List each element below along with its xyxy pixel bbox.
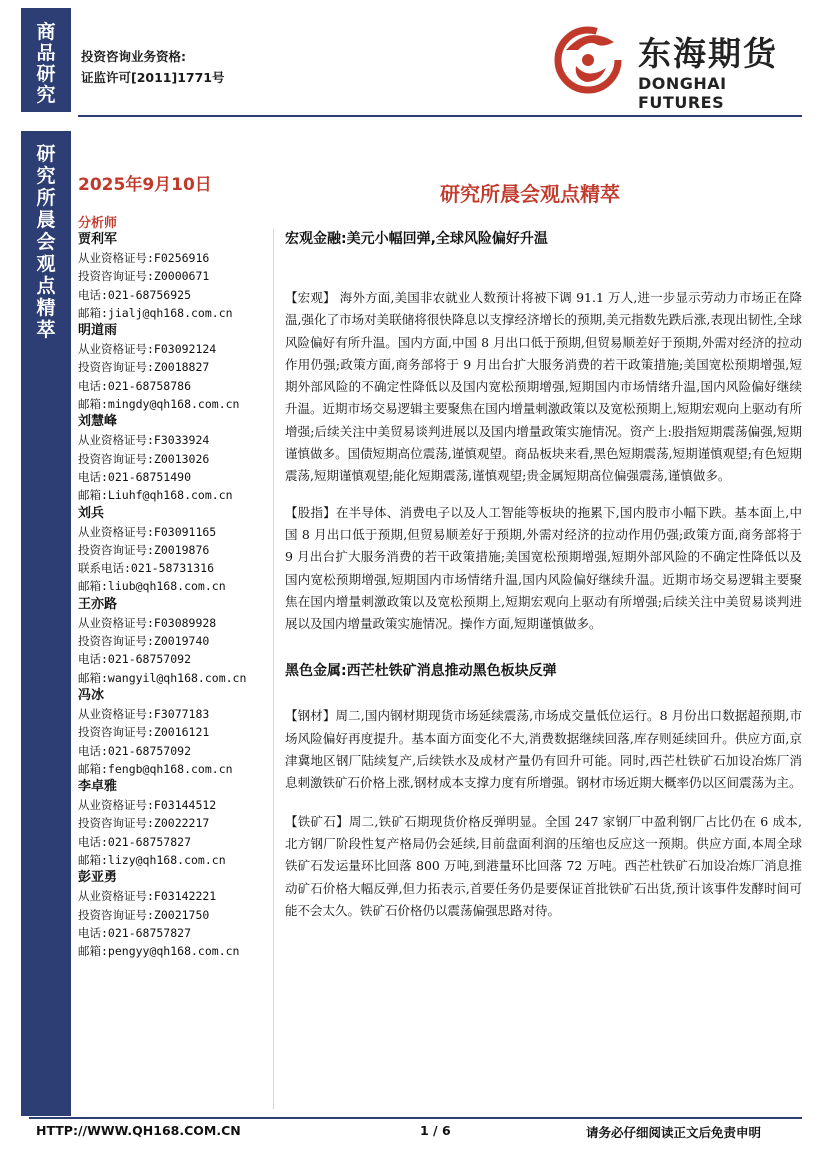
analyst-entry bbox=[78, 505, 268, 596]
analyst-detail: 从业资格证号:F03089928 bbox=[78, 615, 217, 630]
analyst-email[interactable]: 邮箱:pengyy@qh168.com.cn bbox=[78, 944, 240, 959]
analyst-email[interactable]: 邮箱:lizy@qh168.com.cn bbox=[78, 853, 226, 868]
analyst-name: 刘兵 bbox=[78, 505, 105, 521]
dragon-logo-icon bbox=[548, 20, 634, 102]
qualification-block bbox=[81, 46, 225, 88]
analyst-email[interactable]: 邮箱:fengb@qh168.com.cn bbox=[78, 761, 233, 776]
analyst-detail: 投资咨询证号:Z0022217 bbox=[78, 816, 210, 831]
section-paragraph: 【铁矿石】周二,铁矿石期现货价格反弹明显。全国 247 家钢厂中盈利钢厂占比仍在 6 成本,北方钢厂阶段性复产格局仍会延续,目前盘面利润的压缩也反应这一预期。供应方面,本周全球铁矿石发运量环比回落 800 万吨,到港量环比回落 72 万吨。西芒杜铁矿石加设冶炼厂消息推动矿石价格大幅反弹,但力拓表示,首要任务仍是要保证首批铁矿石出货,预计该事件发酵时间可能不会太久。铁矿石价格仍以震荡偏强思路对待。 bbox=[285, 813, 802, 918]
analyst-detail: 投资咨询证号:Z0016121 bbox=[78, 725, 210, 740]
analysts-heading: 分析师 bbox=[78, 216, 118, 231]
qualification-line-1: 投资咨询业务资格: bbox=[81, 49, 186, 64]
analyst-detail: 电话:021-68757092 bbox=[78, 743, 192, 758]
analyst-entry bbox=[78, 596, 268, 687]
section-title: 宏观金融:美元小幅回弹,全球风险偏好升温 bbox=[285, 231, 548, 247]
section-paragraph: 【宏观】 海外方面,美国非农就业人数预计将被下调 91.1 万人,进一步显示劳动力市场正在降温,强化了市场对美联储将很快降息以支撑经济增长的预期,美元指数先跌后涨,表现出韧性,全球风险偏好有所升温。国内方面,中国 8 月出口低于预期,但贸易顺差好于预期,外需对经济的拉动作用仍强;政策方面,商务部将于 9 月出台扩大服务消费的若干政策措施;美国宽松预期增强,短期外部风险的不确定性降低以及国内宽松预期增强,短期国内市场情绪升温,国内风险偏好继续升温。近期市场交易逻辑主要聚焦在国内增量刺激政策以及宽松预期上,短期宏观向上驱动有所增强;后续关注中美贸易谈判进展以及国内增量政策实施情况。资产上:股指短期震荡偏强,短期谨慎做多。国债短期高位震荡,谨慎观望。商品板块来看,黑色短期震荡,短期谨慎观望;有色短期震荡,短期谨慎观望;能化短期震荡,谨慎观望;贵金属短期高位偏强震荡,谨慎做多。 bbox=[285, 290, 802, 484]
qualification-line-2: 证监许可[2011]1771号 bbox=[81, 70, 225, 85]
analyst-name: 彭亚勇 bbox=[78, 870, 118, 886]
analyst-detail: 投资咨询证号:Z0013026 bbox=[78, 451, 210, 466]
analyst-detail: 从业资格证号:F3077183 bbox=[78, 706, 210, 721]
analyst-name: 李卓雅 bbox=[78, 779, 118, 795]
analyst-email[interactable]: 邮箱:Liuhf@qh168.com.cn bbox=[78, 488, 233, 503]
analyst-email[interactable]: 邮箱:mingdy@qh168.com.cn bbox=[78, 397, 240, 412]
section-paragraph: 【股指】在半导体、消费电子以及人工智能等板块的拖累下,国内股市小幅下跌。基本面上,中国 8 月出口低于预期,但贸易顺差好于预期,外需对经济的拉动作用仍强;政策方面,商务部将于 9 月出台扩大服务消费的若干政策措施;美国宽松预期增强,短期外部风险的不确定性降低以及国内宽松预期增强,短期国内市场情绪升温,国内风险偏好继续升温。近期市场交易逻辑主要聚焦在国内增量刺激政策以及宽松预期上,短期宏观向上驱动有所增强;后续关注中美贸易谈判进展以及国内增量政策实施情况。操作方面,短期谨慎做多。 bbox=[285, 504, 802, 632]
analyst-email[interactable]: 邮箱:liub@qh168.com.cn bbox=[78, 579, 226, 594]
report-date: 2025年9月10日 bbox=[78, 175, 212, 195]
analyst-detail: 电话:021-68757092 bbox=[78, 652, 192, 667]
report-content bbox=[285, 229, 802, 922]
analyst-detail: 从业资格证号:F03092124 bbox=[78, 342, 217, 357]
analyst-detail: 电话:021-68757827 bbox=[78, 834, 192, 849]
footer-url-link[interactable]: HTTP://WWW.QH168.COM.CN bbox=[36, 1123, 241, 1138]
analyst-detail: 从业资格证号:F03142221 bbox=[78, 889, 217, 904]
analyst-detail: 投资咨询证号:Z0019740 bbox=[78, 634, 210, 649]
analyst-detail: 电话:021-68757827 bbox=[78, 925, 192, 940]
analyst-name: 冯冰 bbox=[78, 687, 105, 703]
analysts-list bbox=[78, 231, 268, 961]
analyst-entry bbox=[78, 869, 268, 960]
analyst-name: 刘慧峰 bbox=[78, 414, 118, 430]
analyst-entry bbox=[78, 322, 268, 413]
sidebar-top-block bbox=[21, 8, 71, 112]
analyst-name: 王亦路 bbox=[78, 596, 118, 612]
analyst-detail: 投资咨询证号:Z0018827 bbox=[78, 360, 210, 375]
footer-disclaimer: 请务必仔细阅读正文后免责申明 bbox=[586, 1125, 762, 1140]
analyst-detail: 从业资格证号:F03144512 bbox=[78, 798, 217, 813]
analyst-name: 明道雨 bbox=[78, 323, 118, 339]
footer-divider bbox=[29, 1117, 802, 1119]
logo-chinese-text: 东海期货 bbox=[638, 34, 778, 73]
analyst-detail: 从业资格证号:F0256916 bbox=[78, 251, 210, 265]
analyst-email[interactable]: 邮箱:jialj@qh168.com.cn bbox=[78, 305, 233, 320]
analyst-entry bbox=[78, 778, 268, 869]
page-number: 1 / 6 bbox=[420, 1123, 451, 1138]
sidebar-main-label: 研究所晨会观点精萃 bbox=[36, 143, 56, 341]
header-divider bbox=[78, 115, 802, 117]
analyst-detail: 投资咨询证号:Z0021750 bbox=[78, 907, 210, 922]
analyst-detail: 联系电话:021-58731316 bbox=[78, 561, 215, 576]
analyst-entry bbox=[78, 413, 268, 504]
section-paragraph: 【钢材】周二,国内钢材期现货市场延续震荡,市场成交量低位运行。8 月份出口数据超预期,市场风险偏好再度提升。基本面方面变化不大,消费数据继续回落,库存则延续回升。供应方面,京津冀地区钢厂陆续复产,后续铁水及成材产量仍有回升可能。同时,西芒杜铁矿石加设冶炼厂消息刺激铁矿石价格上涨,钢材成本支撑力度有所增强。钢材市场近期大概率仍以区间震荡为主。 bbox=[285, 708, 802, 791]
page-title: 研究所晨会观点精萃 bbox=[440, 182, 620, 206]
sidebar-main-block bbox=[21, 131, 71, 1116]
sidebar-top-label: 商品研究 bbox=[36, 21, 56, 106]
analyst-detail: 电话:021-68751490 bbox=[78, 469, 192, 484]
logo-english-text: DONGHAI FUTURES bbox=[638, 74, 727, 112]
analyst-detail: 从业资格证号:F3033924 bbox=[78, 433, 210, 448]
analyst-detail: 电话:021-68758786 bbox=[78, 378, 192, 393]
column-divider bbox=[273, 229, 274, 1109]
analyst-email[interactable]: 邮箱:wangyil@qh168.com.cn bbox=[78, 670, 247, 685]
analyst-detail: 电话:021-68756925 bbox=[78, 287, 192, 302]
analyst-entry bbox=[78, 231, 268, 322]
analyst-detail: 投资咨询证号:Z0019876 bbox=[78, 542, 210, 557]
company-logo bbox=[548, 20, 798, 112]
analyst-detail: 投资咨询证号:Z0000671 bbox=[78, 269, 210, 284]
analyst-entry bbox=[78, 687, 268, 778]
analyst-name: 贾利军 bbox=[78, 232, 118, 247]
section-title: 黑色金属:西芒杜铁矿消息推动黑色板块反弹 bbox=[285, 663, 557, 680]
analyst-detail: 从业资格证号:F03091165 bbox=[78, 524, 217, 539]
